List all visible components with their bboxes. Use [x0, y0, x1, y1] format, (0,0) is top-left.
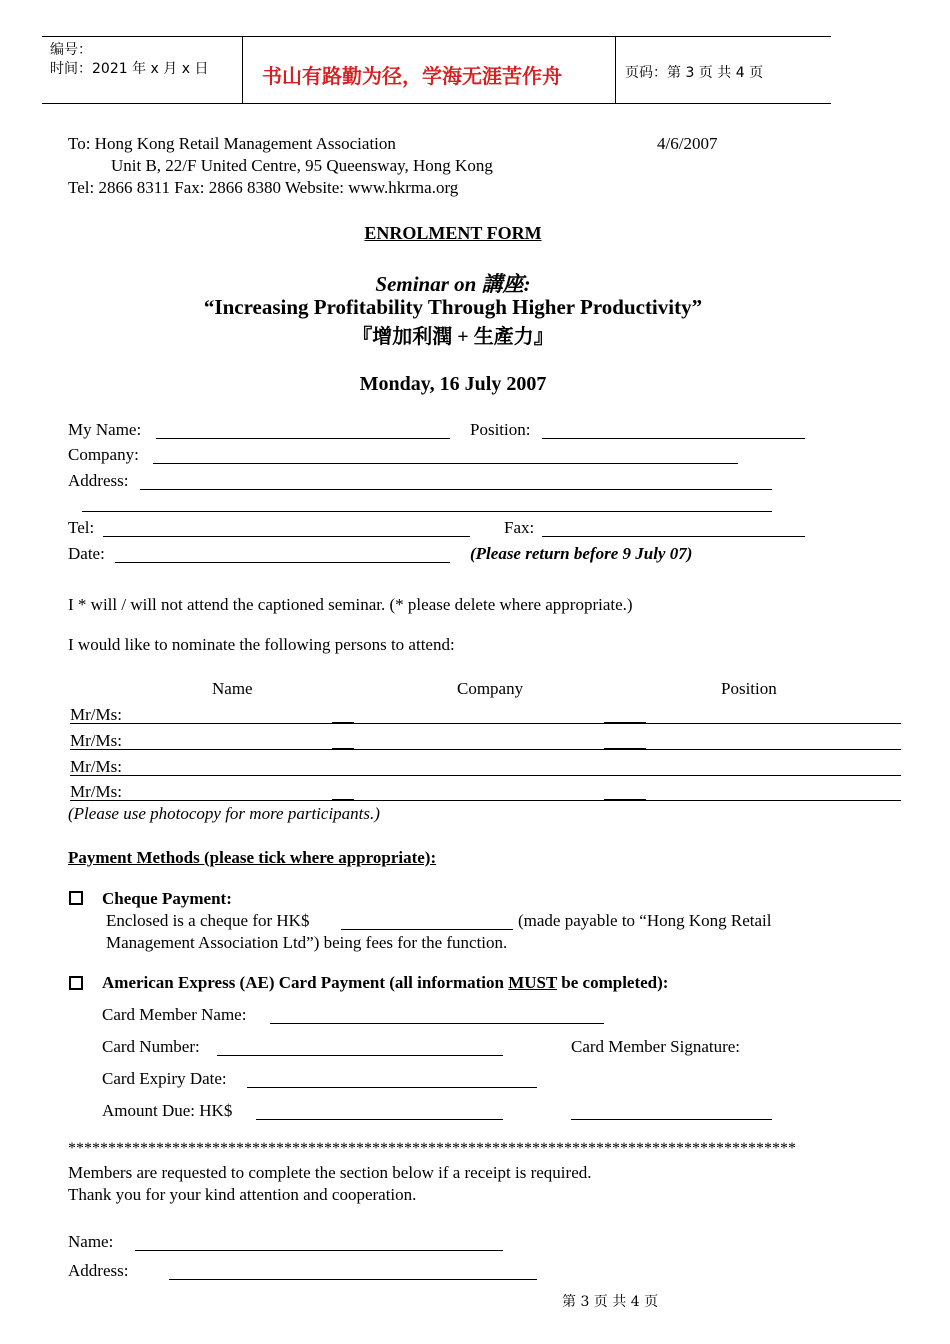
- header-page-label: 页码：第 3 页 共 4 页: [625, 65, 764, 81]
- nominee-row-4-mark-a: [332, 799, 354, 801]
- ae-card-title-b: be completed):: [557, 973, 669, 992]
- nominee-row-2-mark-a: [332, 748, 354, 750]
- payment-heading: Payment Methods (please tick where appropriate):: [68, 848, 437, 867]
- ae-card-checkbox[interactable]: [69, 976, 83, 990]
- nominee-row-1-line[interactable]: [70, 723, 901, 724]
- nominee-row-1-mark-b: [604, 722, 646, 724]
- nominee-row-1-prefix: Mr/Ms:: [70, 705, 122, 724]
- column-header-company: Company: [457, 679, 524, 698]
- tel-field[interactable]: [103, 536, 470, 537]
- nominee-row-1-mark-a: [332, 722, 354, 724]
- date-label: Date:: [68, 544, 105, 563]
- cheque-payable-text: (made payable to “Hong Kong Retail: [518, 911, 772, 930]
- header-motto: 书山有路勤为径，学海无涯苦作舟: [262, 64, 562, 88]
- nominee-row-2-prefix: Mr/Ms:: [70, 731, 122, 750]
- letter-date: 4/6/2007: [657, 134, 718, 153]
- card-number-label: Card Number:: [102, 1037, 200, 1056]
- receipt-name-field[interactable]: [135, 1250, 503, 1251]
- cheque-checkbox[interactable]: [69, 891, 83, 905]
- card-signature-field[interactable]: [571, 1119, 772, 1120]
- address-label: Address:: [68, 471, 129, 490]
- card-signature-label: Card Member Signature:: [571, 1037, 741, 1056]
- fax-field[interactable]: [542, 536, 805, 537]
- receipt-request-text: Members are requested to complete the section below if a receipt is required.: [68, 1163, 592, 1182]
- thank-you-text: Thank you for your kind attention and cooperation.: [68, 1185, 417, 1204]
- column-header-name: Name: [212, 679, 253, 698]
- tel-label: Tel:: [68, 518, 95, 537]
- seminar-prefix: Seminar on 講座:: [375, 272, 531, 296]
- position-field[interactable]: [542, 438, 805, 439]
- receipt-address-field[interactable]: [169, 1279, 537, 1280]
- cheque-title: Cheque Payment:: [102, 889, 232, 908]
- column-header-position: Position: [721, 679, 777, 698]
- cheque-amount-field[interactable]: [341, 929, 513, 930]
- seminar-chinese-title: 『增加利潤 + 生產力』: [352, 326, 554, 348]
- street-address: Unit B, 22/F United Centre, 95 Queensway, Hong Kong: [111, 156, 493, 175]
- event-date: Monday, 16 July 2007: [359, 373, 547, 395]
- seminar-name: “Increasing Profitability Through Higher Productivity”: [203, 295, 703, 319]
- nominee-row-4-prefix: Mr/Ms:: [70, 782, 122, 801]
- company-label: Company:: [68, 445, 139, 464]
- my-name-field[interactable]: [156, 438, 450, 439]
- contact-line: Tel: 2866 8311 Fax: 2866 8380 Website: www.hkrma.org: [68, 178, 459, 197]
- card-expiry-label: Card Expiry Date:: [102, 1069, 227, 1088]
- nominee-row-4-mark-b: [604, 799, 646, 801]
- attendance-statement: I * will / will not attend the captioned seminar. (* please delete where appropriate.): [68, 595, 633, 614]
- header-divider-1: [242, 36, 243, 103]
- form-title: ENROLMENT FORM: [364, 223, 542, 243]
- ae-card-title: [102, 973, 668, 993]
- header-top-rule: [42, 36, 831, 37]
- date-field[interactable]: [115, 562, 450, 563]
- cheque-amount-label: Enclosed is a cheque for HK$: [106, 911, 310, 930]
- nominee-row-4-line[interactable]: [70, 800, 901, 801]
- ae-card-title-a: American Express (AE) Card Payment (all information: [102, 973, 509, 992]
- address-field-line-2[interactable]: [82, 511, 772, 512]
- card-number-field[interactable]: [217, 1055, 503, 1056]
- nominate-statement: I would like to nominate the following persons to attend:: [68, 635, 455, 654]
- return-deadline-note: (Please return before 9 July 07): [470, 544, 693, 563]
- card-expiry-field[interactable]: [247, 1087, 537, 1088]
- company-field[interactable]: [153, 463, 738, 464]
- header-divider-2: [615, 36, 616, 103]
- header-number-label: 编号：: [50, 42, 92, 58]
- card-member-name-label: Card Member Name:: [102, 1005, 247, 1024]
- card-member-name-field[interactable]: [270, 1023, 604, 1024]
- header-time-label: 时间：2021 年 x 月 x 日: [50, 61, 209, 77]
- receipt-name-label: Name:: [68, 1232, 114, 1251]
- page-footer: 第 3 页 共 4 页: [562, 1294, 659, 1310]
- fax-label: Fax:: [504, 518, 535, 537]
- nominee-row-2-mark-b: [604, 748, 646, 750]
- position-label: Position:: [470, 420, 531, 439]
- receipt-address-label: Address:: [68, 1261, 129, 1280]
- to-line: To: Hong Kong Retail Management Association: [68, 134, 396, 153]
- address-field-line-1[interactable]: [140, 489, 772, 490]
- amount-due-field[interactable]: [256, 1119, 503, 1120]
- photocopy-note: (Please use photocopy for more participants.): [68, 804, 380, 823]
- separator-stars: *******************************************************************************************: [68, 1140, 796, 1157]
- nominee-row-3-line[interactable]: [70, 775, 901, 776]
- my-name-label: My Name:: [68, 420, 142, 439]
- cheque-fees-text: Management Association Ltd”) being fees for the function.: [106, 933, 508, 952]
- ae-card-title-must: MUST: [508, 973, 558, 992]
- nominee-row-3-prefix: Mr/Ms:: [70, 757, 122, 776]
- amount-due-label: Amount Due: HK$: [102, 1101, 233, 1120]
- header-bottom-rule: [42, 103, 831, 104]
- nominee-row-2-line[interactable]: [70, 749, 901, 750]
